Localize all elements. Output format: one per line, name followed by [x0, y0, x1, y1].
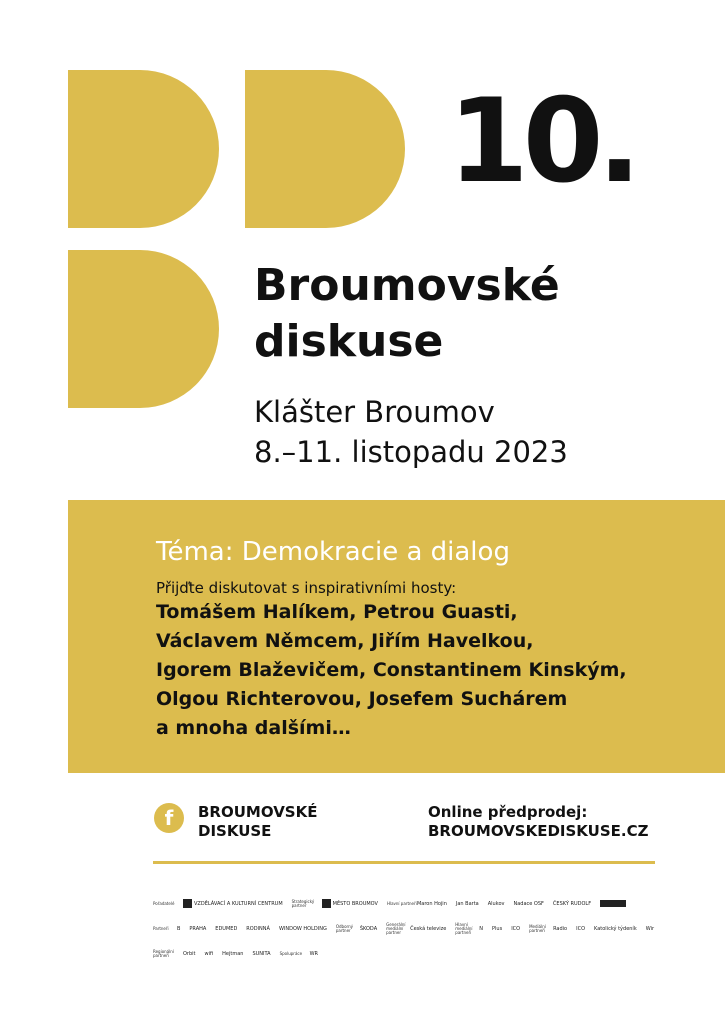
guest-line: a mnoha dalšími… [156, 717, 351, 739]
logo-d-shape [245, 70, 405, 228]
omv-logo-icon [600, 900, 626, 907]
guest-line: Tomášem Halíkem, Petrou Guasti, [156, 601, 518, 623]
partner-logo: Plus [492, 925, 503, 932]
invite-text: Přijďte diskutovat s inspirativními hosty: [156, 579, 457, 597]
partner-label: Generální mediální partner [386, 921, 406, 935]
partner-logo: Orbit [183, 950, 196, 957]
partner-logo: Hejtman [222, 950, 244, 957]
partner-logo: RODINNÁ [246, 925, 270, 932]
logo-d-shape [68, 250, 219, 408]
event-title-line: diskuse [254, 316, 444, 367]
event-title-line: Broumovské [254, 260, 560, 311]
partner-label: Strategický partner [291, 898, 315, 908]
partner-logo: Nadace OSF [513, 900, 544, 907]
partner-logo: Alukov [487, 900, 505, 907]
partner-logo: Radio [553, 925, 568, 932]
guest-line: Václavem Němcem, Jiřím Havelkou, [156, 630, 534, 652]
partner-logo: ICO [511, 925, 521, 932]
partner-logo: B [176, 925, 181, 932]
logo-mark-icon [183, 899, 192, 908]
partner-logo: VZDĚLÁVACÍ A KULTURNÍ CENTRUM [183, 899, 283, 908]
partner-logo: Česká televize [410, 925, 447, 932]
partner-logos [153, 892, 663, 967]
partner-logo: PRAHA [189, 925, 207, 932]
partner-logo: SUNITA [252, 950, 271, 957]
partner-logo: WINDOW HOLDING [278, 925, 327, 932]
partner-label: Odborný partner [335, 923, 353, 933]
partner-label: Hlavní mediální partneři [455, 921, 473, 935]
partner-logo: N [479, 925, 483, 932]
partner-logo: ČESKÝ RUDOLF [552, 900, 592, 907]
logo-mark-icon [322, 899, 331, 908]
facebook-link-line: DISKUSE [198, 822, 272, 840]
event-venue: Klášter Broumov [254, 395, 495, 429]
guest-list [156, 598, 716, 743]
partner-label: Regionální partneři [153, 948, 174, 958]
facebook-icon[interactable]: f [154, 803, 184, 833]
event-title [254, 258, 560, 370]
partner-row [153, 942, 663, 965]
partner-row [153, 917, 663, 940]
partner-logo: wifi [204, 950, 214, 957]
partner-logo: WR [309, 950, 319, 957]
partner-logo: Maron Hojin [416, 900, 447, 907]
theme-band [68, 500, 725, 773]
guest-line: Igorem Blaževičem, Constantinem Kinským, [156, 659, 627, 681]
partner-label: Mediální partneři [529, 923, 546, 933]
partner-logo: Katolický týdeník [594, 925, 637, 932]
guest-line: Olgou Richterovou, Josefem Suchárem [156, 688, 568, 710]
presale-url-link[interactable]: BROUMOVSKEDISKUSE.CZ [428, 822, 649, 840]
presale-info [428, 803, 648, 841]
event-details [254, 392, 568, 472]
theme-heading: Téma: Demokracie a dialog [156, 537, 510, 567]
partner-logo: ICO [576, 925, 586, 932]
partner-label: Partneři [153, 925, 169, 931]
divider [153, 861, 655, 864]
partner-logo [600, 900, 628, 907]
partner-logo: Jan Barta [455, 900, 479, 907]
partner-label: Pořadatelé [153, 900, 175, 906]
partner-logo: EDUMED [215, 925, 238, 932]
partner-label: Hlavní partneři [386, 900, 417, 906]
facebook-link[interactable] [198, 803, 317, 841]
partner-row [153, 892, 663, 915]
edition-number: 10. [448, 74, 636, 209]
logo-d-shape [68, 70, 219, 228]
event-dates: 8.–11. listopadu 2023 [254, 435, 568, 469]
presale-label: Online předprodej: [428, 803, 588, 821]
partner-label: Spolupráce [279, 950, 303, 956]
partner-logo: ŠKODA [359, 925, 378, 932]
partner-logo: Wir [645, 925, 655, 932]
facebook-link-line: BROUMOVSKÉ [198, 803, 318, 821]
partner-logo: MĚSTO BROUMOV [322, 899, 378, 908]
